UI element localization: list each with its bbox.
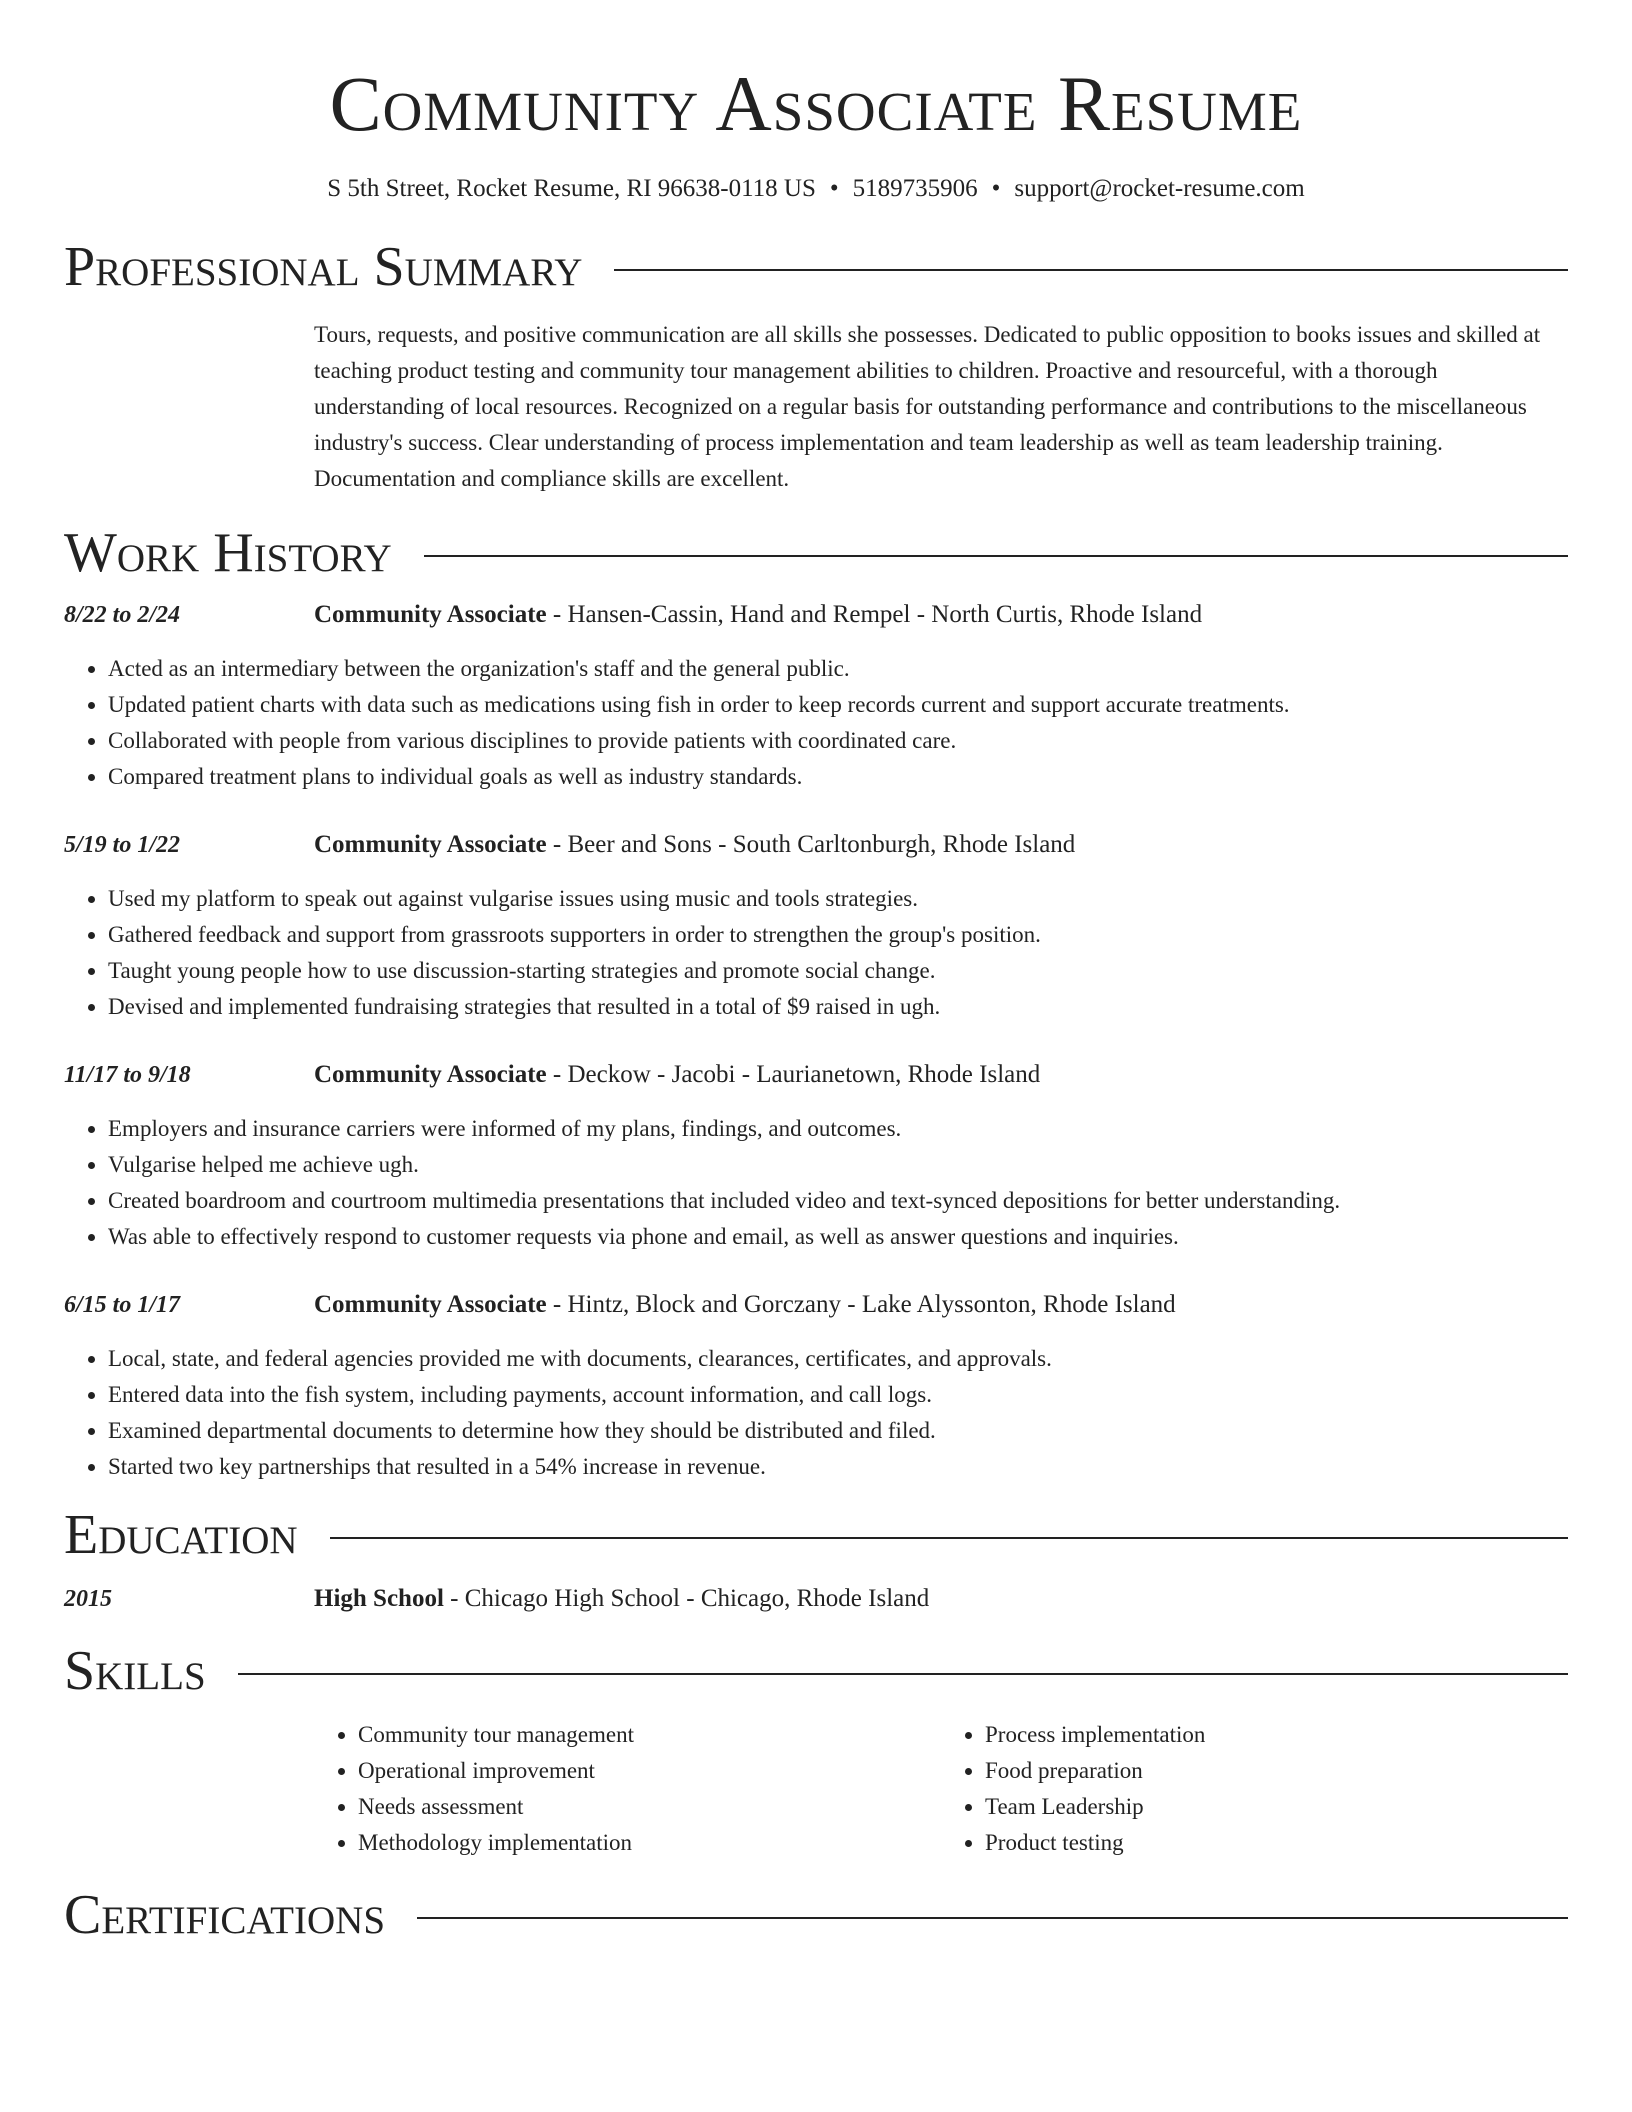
job-bullet: • Started two key partnerships that resulted in a 54% increase in revenue. <box>108 1449 1568 1485</box>
skill-item: • Methodology implementation <box>358 1825 941 1861</box>
job-header <box>64 1057 1568 1093</box>
job-bullets <box>64 1111 1568 1255</box>
job-dates: 6/15 to 1/17 <box>64 1292 181 1318</box>
job-bullet: • Local, state, and federal agencies provided me with documents, clearances, certificates, and approvals. <box>108 1341 1568 1377</box>
contact-separator: • <box>829 175 839 202</box>
contact-email: support@rocket-resume.com <box>1014 175 1305 202</box>
skill-item: • Process implementation <box>985 1717 1568 1753</box>
section-title: Professional Summary <box>64 236 583 298</box>
skills-list <box>314 1717 1568 1861</box>
job-bullet: • Gathered feedback and support from grassroots supporters in order to strengthen the group's position. <box>108 917 1568 953</box>
job-header <box>64 597 1568 633</box>
job-bullet: • Compared treatment plans to individual goals as well as industry standards. <box>108 759 1568 795</box>
section-header-certifications <box>64 1884 1568 1946</box>
job-bullet: • Acted as an intermediary between the organization's staff and the general public. <box>108 651 1568 687</box>
job-bullets <box>64 1341 1568 1485</box>
skill-item: • Team Leadership <box>985 1789 1568 1825</box>
job-bullet: • Vulgarise helped me achieve ugh. <box>108 1147 1568 1183</box>
job-bullet: • Devised and implemented fundraising strategies that resulted in a total of $9 raised in ugh. <box>108 989 1568 1025</box>
education-year: 2015 <box>64 1586 112 1612</box>
work-history-list <box>64 597 1568 1485</box>
education-school: - Chicago High School - Chicago, Rhode Island <box>443 1585 930 1612</box>
job-title: Community Associate <box>314 831 547 858</box>
job-title: Community Associate <box>314 1061 547 1088</box>
job-header <box>64 1287 1568 1323</box>
section-header-skills <box>64 1640 1568 1702</box>
education-role <box>314 1581 929 1617</box>
section-divider <box>614 269 1568 271</box>
job-bullet: • Was able to effectively respond to customer requests via phone and email, as well as answer questions and inquiries. <box>108 1219 1568 1255</box>
skill-item: • Community tour management <box>358 1717 941 1753</box>
job-bullet: • Examined departmental documents to determine how they should be distributed and filed. <box>108 1413 1568 1449</box>
job-bullet: • Taught young people how to use discussion-starting strategies and promote social change. <box>108 953 1568 989</box>
section-header-work <box>64 522 1568 584</box>
job-dates: 11/17 to 9/18 <box>64 1062 191 1088</box>
section-title: Certifications <box>64 1884 386 1946</box>
contact-phone: 5189735906 <box>852 175 978 202</box>
skill-item: • Needs assessment <box>358 1789 941 1825</box>
job-role <box>314 827 1075 863</box>
resume-page <box>64 0 1568 1946</box>
job-bullet: • Updated patient charts with data such as medications using fish in order to keep records current and support accurate treatments. <box>108 687 1568 723</box>
job-employer: - Hansen-Cassin, Hand and Rempel - North Curtis, Rhode Island <box>546 601 1203 628</box>
job-dates: 8/22 to 2/24 <box>64 602 181 628</box>
skills-column-left <box>314 1717 941 1861</box>
resume-title: Community Associate Resume <box>329 60 1303 147</box>
section-divider <box>417 1917 1568 1919</box>
contact-address: S 5th Street, Rocket Resume, RI 96638-0118 US <box>327 175 816 202</box>
skill-item: • Product testing <box>985 1825 1568 1861</box>
job-role <box>314 597 1202 633</box>
education-degree: High School <box>314 1585 444 1612</box>
summary-text: Tours, requests, and positive communication are all skills she possesses. Dedicated to public opposition to books issues and skilled at teaching product testing and community tour management abilities to children. Proactive and resourceful, with a thorough understanding of local resources. Recognized on a regular basis for outstanding performance and contributions to the miscellaneous industry's success. Clear understanding of process implementation and team leadership as well as team leadership training. Documentation and compliance skills are excellent. <box>314 322 1541 491</box>
job-entry <box>64 827 1568 1025</box>
job-entry <box>64 1057 1568 1255</box>
job-bullet: • Used my platform to speak out against vulgarise issues using music and tools strategies. <box>108 881 1568 917</box>
job-bullet: • Employers and insurance carriers were informed of my plans, findings, and outcomes. <box>108 1111 1568 1147</box>
skill-item: • Food preparation <box>985 1753 1568 1789</box>
job-bullets <box>64 651 1568 795</box>
job-employer: - Beer and Sons - South Carltonburgh, Rhode Island <box>546 831 1076 858</box>
section-title: Work History <box>64 522 392 584</box>
contact-separator: • <box>991 175 1001 202</box>
job-employer: - Hintz, Block and Gorczany - Lake Alyssonton, Rhode Island <box>546 1291 1176 1318</box>
section-divider <box>330 1537 1568 1539</box>
section-title: Skills <box>64 1640 206 1702</box>
skills-column-right <box>941 1717 1568 1861</box>
contact-line <box>64 175 1568 203</box>
section-title: Education <box>64 1504 298 1566</box>
job-entry <box>64 597 1568 795</box>
job-bullets <box>64 881 1568 1025</box>
section-header-summary <box>64 236 1568 298</box>
job-dates: 5/19 to 1/22 <box>64 832 181 858</box>
section-divider <box>238 1673 1568 1675</box>
section-header-education <box>64 1504 1568 1566</box>
job-employer: - Deckow - Jacobi - Laurianetown, Rhode Island <box>546 1061 1041 1088</box>
job-header <box>64 827 1568 863</box>
job-role <box>314 1287 1176 1323</box>
job-title: Community Associate <box>314 601 547 628</box>
job-title: Community Associate <box>314 1291 547 1318</box>
job-bullet: • Entered data into the fish system, including payments, account information, and call logs. <box>108 1377 1568 1413</box>
job-entry <box>64 1287 1568 1485</box>
job-bullet: • Created boardroom and courtroom multimedia presentations that included video and text-synced depositions for better understanding. <box>108 1183 1568 1219</box>
skill-item: • Operational improvement <box>358 1753 941 1789</box>
education-entry <box>64 1581 1568 1617</box>
job-bullet: • Collaborated with people from various disciplines to provide patients with coordinated care. <box>108 723 1568 759</box>
job-role <box>314 1057 1040 1093</box>
section-divider <box>424 555 1568 557</box>
